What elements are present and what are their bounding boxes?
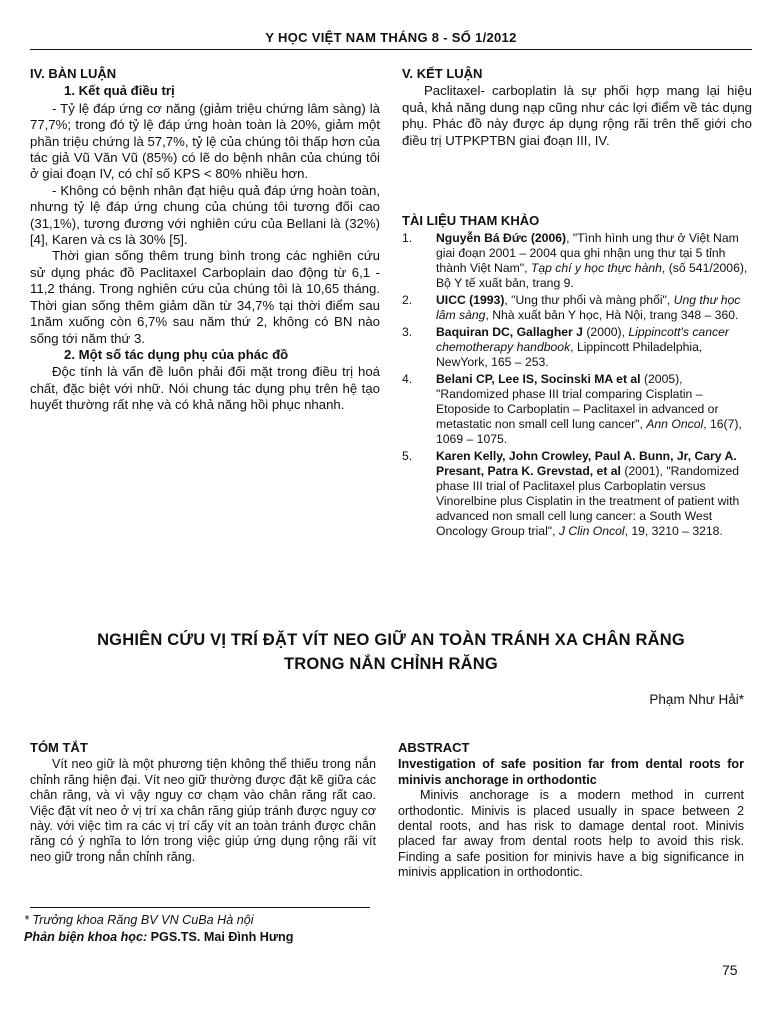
reference-item — [402, 231, 750, 291]
reference-text: , "Tình hình ung thư ở Việt Nam giai đoạn 2001 – 2004 qua ghi nhận ung thư tại 5 tỉnh thành Việt Nam", — [436, 231, 739, 275]
reference-text: , Lippincott Philadelphia, NewYork, 165 – 253. — [436, 340, 703, 369]
reference-source: Ung thư học lâm sàng — [436, 293, 741, 322]
discussion-paragraph: Thời gian sống thêm trung bình trong các nghiên cứu sử dụng phác đồ Paclitaxel Carboplain dao động từ 6,1 - 11,2 tháng. Trong nghiên cứu của chúng tôi là 10,65 tháng. Thời gian sống thêm giảm dần từ 34,7% tại thời điểm sau 1năm xuống còn 6,7% sau năm thứ 2, không có BN nào sống tới năm thứ 3. — [30, 248, 380, 346]
reference-source: Tạp chí y học thực hành — [530, 261, 662, 275]
reference-text: (2000), — [582, 325, 629, 339]
reference-text: , "Ung thư phổi và màng phổi", — [504, 293, 674, 307]
reference-item — [402, 325, 750, 370]
discussion-paragraph: - Tỷ lệ đáp ứng cơ năng (giảm triệu chứng lâm sàng) là 77,7%; trong đó tỷ lệ đáp ứng hoàn toàn là 20%, giảm một phần triệu chứng là 57,7%, tỷ lệ của chúng tôi thấp hơn của tác giả Vũ Văn Vũ (85%) có lẽ do bệnh nhân của chúng tôi ở giai đoạn IV, có chỉ số KPS < 80% nhiều hơn. — [30, 100, 380, 182]
discussion-paragraph: - Không có bệnh nhân đạt hiệu quả đáp ứng hoàn toàn, nhưng tỷ lệ đáp ứng chung của chúng tôi tương đối cao (31,1%), tương đương với nghiên cứu của Bellani là (32%) [4], Karen và cs là 30% [5]. — [30, 182, 380, 248]
discussion-paragraph: Độc tính là vấn đề luôn phải đối mặt trong điều trị hoá chất, đặc biệt với nhữ. Nói chung tác dụng phụ trên hệ tạo huyết thường rất nhẹ và có khả năng hồi phục nhanh. — [30, 364, 380, 413]
reference-authors: UICC (1993) — [436, 293, 505, 307]
discussion-heading: IV. BÀN LUẬN — [30, 66, 117, 81]
reference-number: 1. — [402, 231, 413, 245]
discussion-subheading-results: 1. Kết quả điều trị — [64, 83, 175, 99]
reference-authors: Belani CP, Lee IS, Socinski MA et al — [436, 372, 641, 386]
reference-text: , (số 541/2006), Bộ Y tế xuất bản, trang 9. — [436, 261, 748, 290]
conclusion-heading: V. KẾT LUẬN — [402, 66, 483, 81]
conclusion-column — [402, 66, 752, 149]
reference-source: Lippincott's cancer chemotherapy handbook — [436, 325, 729, 354]
article-title-line: TRONG NẮN CHỈNH RĂNG — [284, 655, 498, 673]
reference-item — [402, 372, 750, 447]
reference-item — [402, 293, 750, 323]
reference-text: (2001), "Randomized phase III trial of Paclitaxel plus Carboplatin versus Vinorelbine plus Cisplatin in the treatment of patient with advanced non small cell lung cancer: a South West Oncology Group trial", — [436, 464, 740, 538]
references-section — [402, 213, 750, 541]
reviewer-label: Phản biện khoa học: — [24, 930, 148, 944]
reference-number: 3. — [402, 325, 413, 339]
abstract-en-text: Minivis anchorage is a modern method in current orthodontic. Minivis is placed usually in space between 2 dental roots, and has risk to damage dental root. Minivis placed far away from dental roots help to avoid this risk. Finding a safe position for minivis have a big significance in minivis application in orthodontic. — [398, 788, 744, 880]
article-author: Phạm Như Hải* — [649, 692, 744, 707]
abstract-en-heading: ABSTRACT — [398, 740, 470, 755]
references-heading: TÀI LIỆU THAM KHẢO — [402, 213, 540, 228]
article-title-line: NGHIÊN CỨU VỊ TRÍ ĐẶT VÍT NEO GIỮ AN TOÀN TRÁNH XA CHÂN RĂNG — [97, 631, 685, 649]
discussion-column — [30, 66, 380, 414]
footnote — [24, 912, 384, 946]
reference-text: , Nhà xuất bản Y học, Hà Nội, trang 348 – 360. — [485, 308, 739, 322]
reference-item — [402, 449, 750, 539]
reference-text: , 16(7), 1069 – 1075. — [436, 417, 742, 446]
abstract-en-column — [398, 740, 744, 881]
reference-authors: Nguyễn Bá Đức (2006) — [436, 231, 567, 245]
conclusion-paragraph: Paclitaxel- carboplatin là sự phối hợp mang lại hiệu quả, khả năng dung nạp cũng như các lợi điểm về tác dụng phụ. Phác đồ này được áp dụng rộng rãi trên thế giới cho điều trị UTPKPTBN giai đoạn III, IV. — [402, 83, 752, 148]
summary-vi-text: Vít neo giữ là một phương tiện không thể thiếu trong nắn chỉnh răng hiện đại. Vít neo giữ thường được đặt kẽ giữa các chân răng, và vì vậy nguy cơ chạm vào chân răng rất cao. Việc đặt vít neo ở vị trí xa chân răng giúp tránh được nguy cơ này. với việc tìm ra các vị trí cấy vít an toàn tránh được chân răng có ý nghĩa to lớn trong việc giúp ứng dụng rộng rãi vít neo giữ trong nắn chỉnh răng. — [30, 757, 376, 864]
footnote-affiliation: * Trưởng khoa Răng BV VN CuBa Hà nội — [24, 913, 254, 927]
journal-header: Y HỌC VIỆT NAM THÁNG 8 - SỐ 1/2012 — [265, 30, 517, 45]
reference-authors: Karen Kelly, John Crowley, Paul A. Bunn, Jr, Cary A. Presant, Patra K. Grevstad, et al — [436, 449, 737, 478]
reference-number: 4. — [402, 372, 413, 386]
discussion-subheading-side-effects: 2. Một số tác dụng phụ của phác đồ — [64, 346, 289, 362]
abstract-en-subtitle: Investigation of safe position far from dental roots for minivis anchorage in orthodontic — [398, 757, 744, 787]
reference-text: (2005), "Randomized phase III trial comparing Cisplatin – Etoposide to Carboplatin – Paclitaxel in advanced or metastatic non small cell lung cancer", — [436, 372, 719, 431]
reference-number: 5. — [402, 449, 413, 463]
page-number: 75 — [722, 962, 738, 978]
reference-source: J Clin Oncol — [558, 524, 625, 538]
reference-text: , 19, 3210 – 3218. — [624, 524, 723, 538]
article-title — [30, 628, 752, 676]
footnote-rule — [30, 907, 370, 908]
reference-source: Ann Oncol — [646, 417, 704, 431]
reviewer-name: PGS.TS. Mai Đình Hưng — [150, 930, 294, 944]
header-rule — [30, 49, 752, 50]
summary-vi-heading: TÓM TẮT — [30, 740, 88, 755]
footnote-reviewer-line — [24, 929, 384, 946]
reference-number: 2. — [402, 293, 413, 307]
summary-vi-column — [30, 740, 376, 865]
reference-authors: Baquiran DC, Gallagher J — [436, 325, 583, 339]
